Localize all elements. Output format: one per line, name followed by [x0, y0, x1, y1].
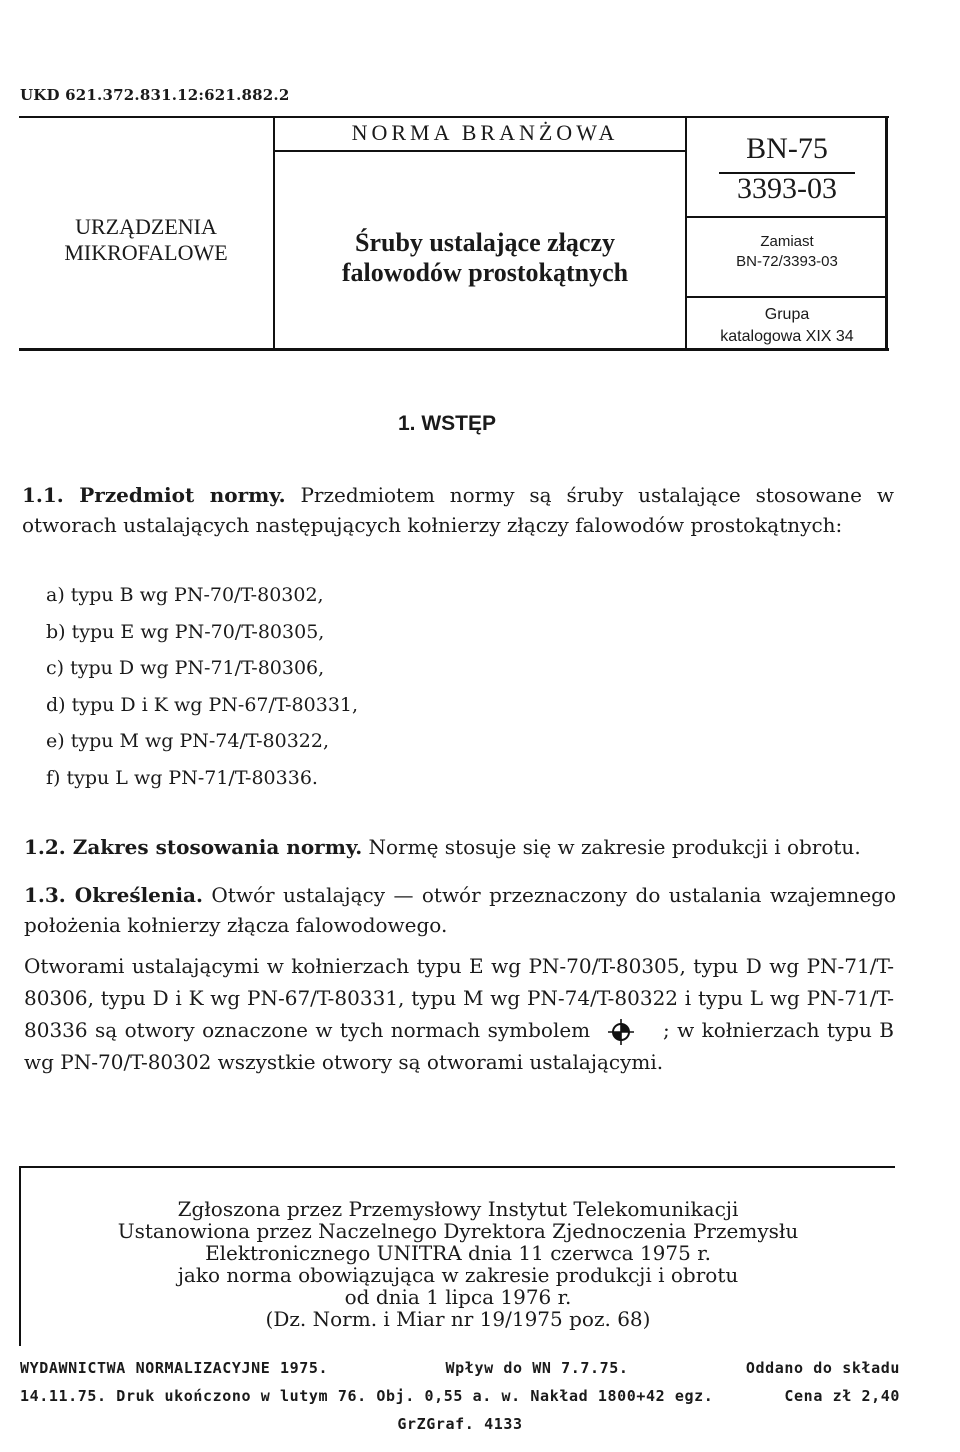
list-item: a) typu B wg PN-70/T-80302, [46, 584, 324, 606]
paragraph-subject [22, 480, 894, 540]
group-label: Grupa [764, 306, 810, 323]
publisher-name: WYDAWNICTWA NORMALIZACYJNE 1975. [20, 1359, 329, 1377]
flange-type-list [46, 580, 358, 799]
approval-line: Zgłoszona przez Przemysłowy Instytut Telekomunikacji [177, 1197, 739, 1221]
locating-hole-symbol-icon [608, 1019, 634, 1045]
paragraph-subject-number: 1.1. Przedmiot normy. [22, 483, 286, 507]
standard-code-number: 3393-03 [737, 172, 837, 205]
category-label [19, 214, 273, 266]
section-heading: 1. WSTĘP [398, 412, 497, 435]
locating-holes-text-2: ; w kołnierzach typu B wg PN-70/T-80302 wszystkie otwory są otworami ustalającymi. [24, 1018, 895, 1074]
print-details: 14.11.75. Druk ukończono w lutym 76. Obj. 0,55 a. w. Nakład 1800+42 egz. [20, 1387, 714, 1405]
paragraph-scope-text: Normę stosuje się w zakresie produkcji i obrotu. [368, 835, 861, 859]
paragraph-scope [24, 832, 896, 862]
approval-line: (Dz. Norm. i Miar nr 19/1975 poz. 68) [265, 1307, 651, 1331]
publisher-sent: Oddano do składu [745, 1359, 900, 1377]
replaces-label: Zamiast [760, 233, 814, 250]
standard-header-table [19, 116, 889, 352]
list-item: f) typu L wg PN-71/T-80336. [46, 766, 318, 789]
approval-line: jako norma obowiązująca w zakresie produkcji i obrotu [177, 1263, 739, 1287]
paragraph-definitions [24, 880, 896, 940]
list-item: d) typu D i K wg PN-67/T-80331, [46, 693, 359, 716]
approval-box [19, 1166, 895, 1346]
header-replaces-bottom [687, 296, 885, 298]
approval-line: od dnia 1 lipca 1976 r. [344, 1285, 572, 1309]
publisher-received: Wpływ do WN 7.7.75. [445, 1359, 629, 1377]
header-bottom-border [19, 348, 889, 351]
catalog-group [687, 304, 887, 348]
approval-line: Elektronicznego UNITRA dnia 11 czerwca 1975 r. [205, 1241, 711, 1265]
replaces-info [687, 232, 887, 272]
paragraph-definitions-text: Otwór ustalający — otwór przeznaczony do ustalania wzajemnego położenia kołnierzy złącza falowodowego. [24, 883, 896, 937]
title-line-1: Śruby ustalające złączy [355, 228, 615, 257]
list-item: c) typu D wg PN-71/T-80306, [46, 657, 325, 679]
approval-line: Ustanowiona przez Naczelnego Dyrektora Zjednoczenia Przemysłu [117, 1219, 799, 1243]
title-line-2: falowodów prostokątnych [341, 258, 629, 287]
printer: GrZGraf. 4133 [397, 1415, 523, 1433]
udc-classification: UKD 621.372.831.12:621.882.2 [20, 86, 290, 104]
group-value: katalogowa XIX 34 [720, 328, 854, 345]
paragraph-definitions-number: 1.3. Określenia. [24, 883, 203, 907]
category-line-1: URZĄDZENIA [75, 214, 217, 239]
standard-title [275, 228, 695, 288]
replaces-value: BN-72/3393-03 [736, 253, 838, 270]
norm-type: NORMA BRANŻOWA [351, 120, 619, 145]
standard-code-prefix: BN-75 [746, 132, 828, 165]
paragraph-locating-holes [24, 950, 894, 1078]
list-item: b) typu E wg PN-70/T-80305, [46, 620, 325, 643]
header-norm-underline [275, 150, 685, 152]
price: Cena zł 2,40 [784, 1387, 900, 1405]
locating-holes-text-1: Otworami ustalającymi w kołnierzach typu E wg PN-70/T-80305, typu D wg PN-71/T-80306, typu D i K wg PN-67/T-80331, typu M wg PN-74/T-80322 i typu L wg PN-71/T-80336 są otwory oznaczone w tych normach symbolem [24, 954, 894, 1042]
publisher-info [20, 1354, 900, 1438]
list-item: e) typu M wg PN-74/T-80322, [46, 730, 329, 752]
paragraph-subject-text: Przedmiotem normy są śruby ustalające stosowane w otworach ustalających następujących kołnierzy złączy falowodów prostokątnych: [22, 483, 894, 537]
paragraph-scope-number: 1.2. Zakres stosowania normy. [24, 835, 363, 859]
header-top-border [19, 116, 889, 118]
header-code-bottom [687, 216, 885, 218]
category-line-2: MIKROFALOWE [64, 240, 228, 265]
